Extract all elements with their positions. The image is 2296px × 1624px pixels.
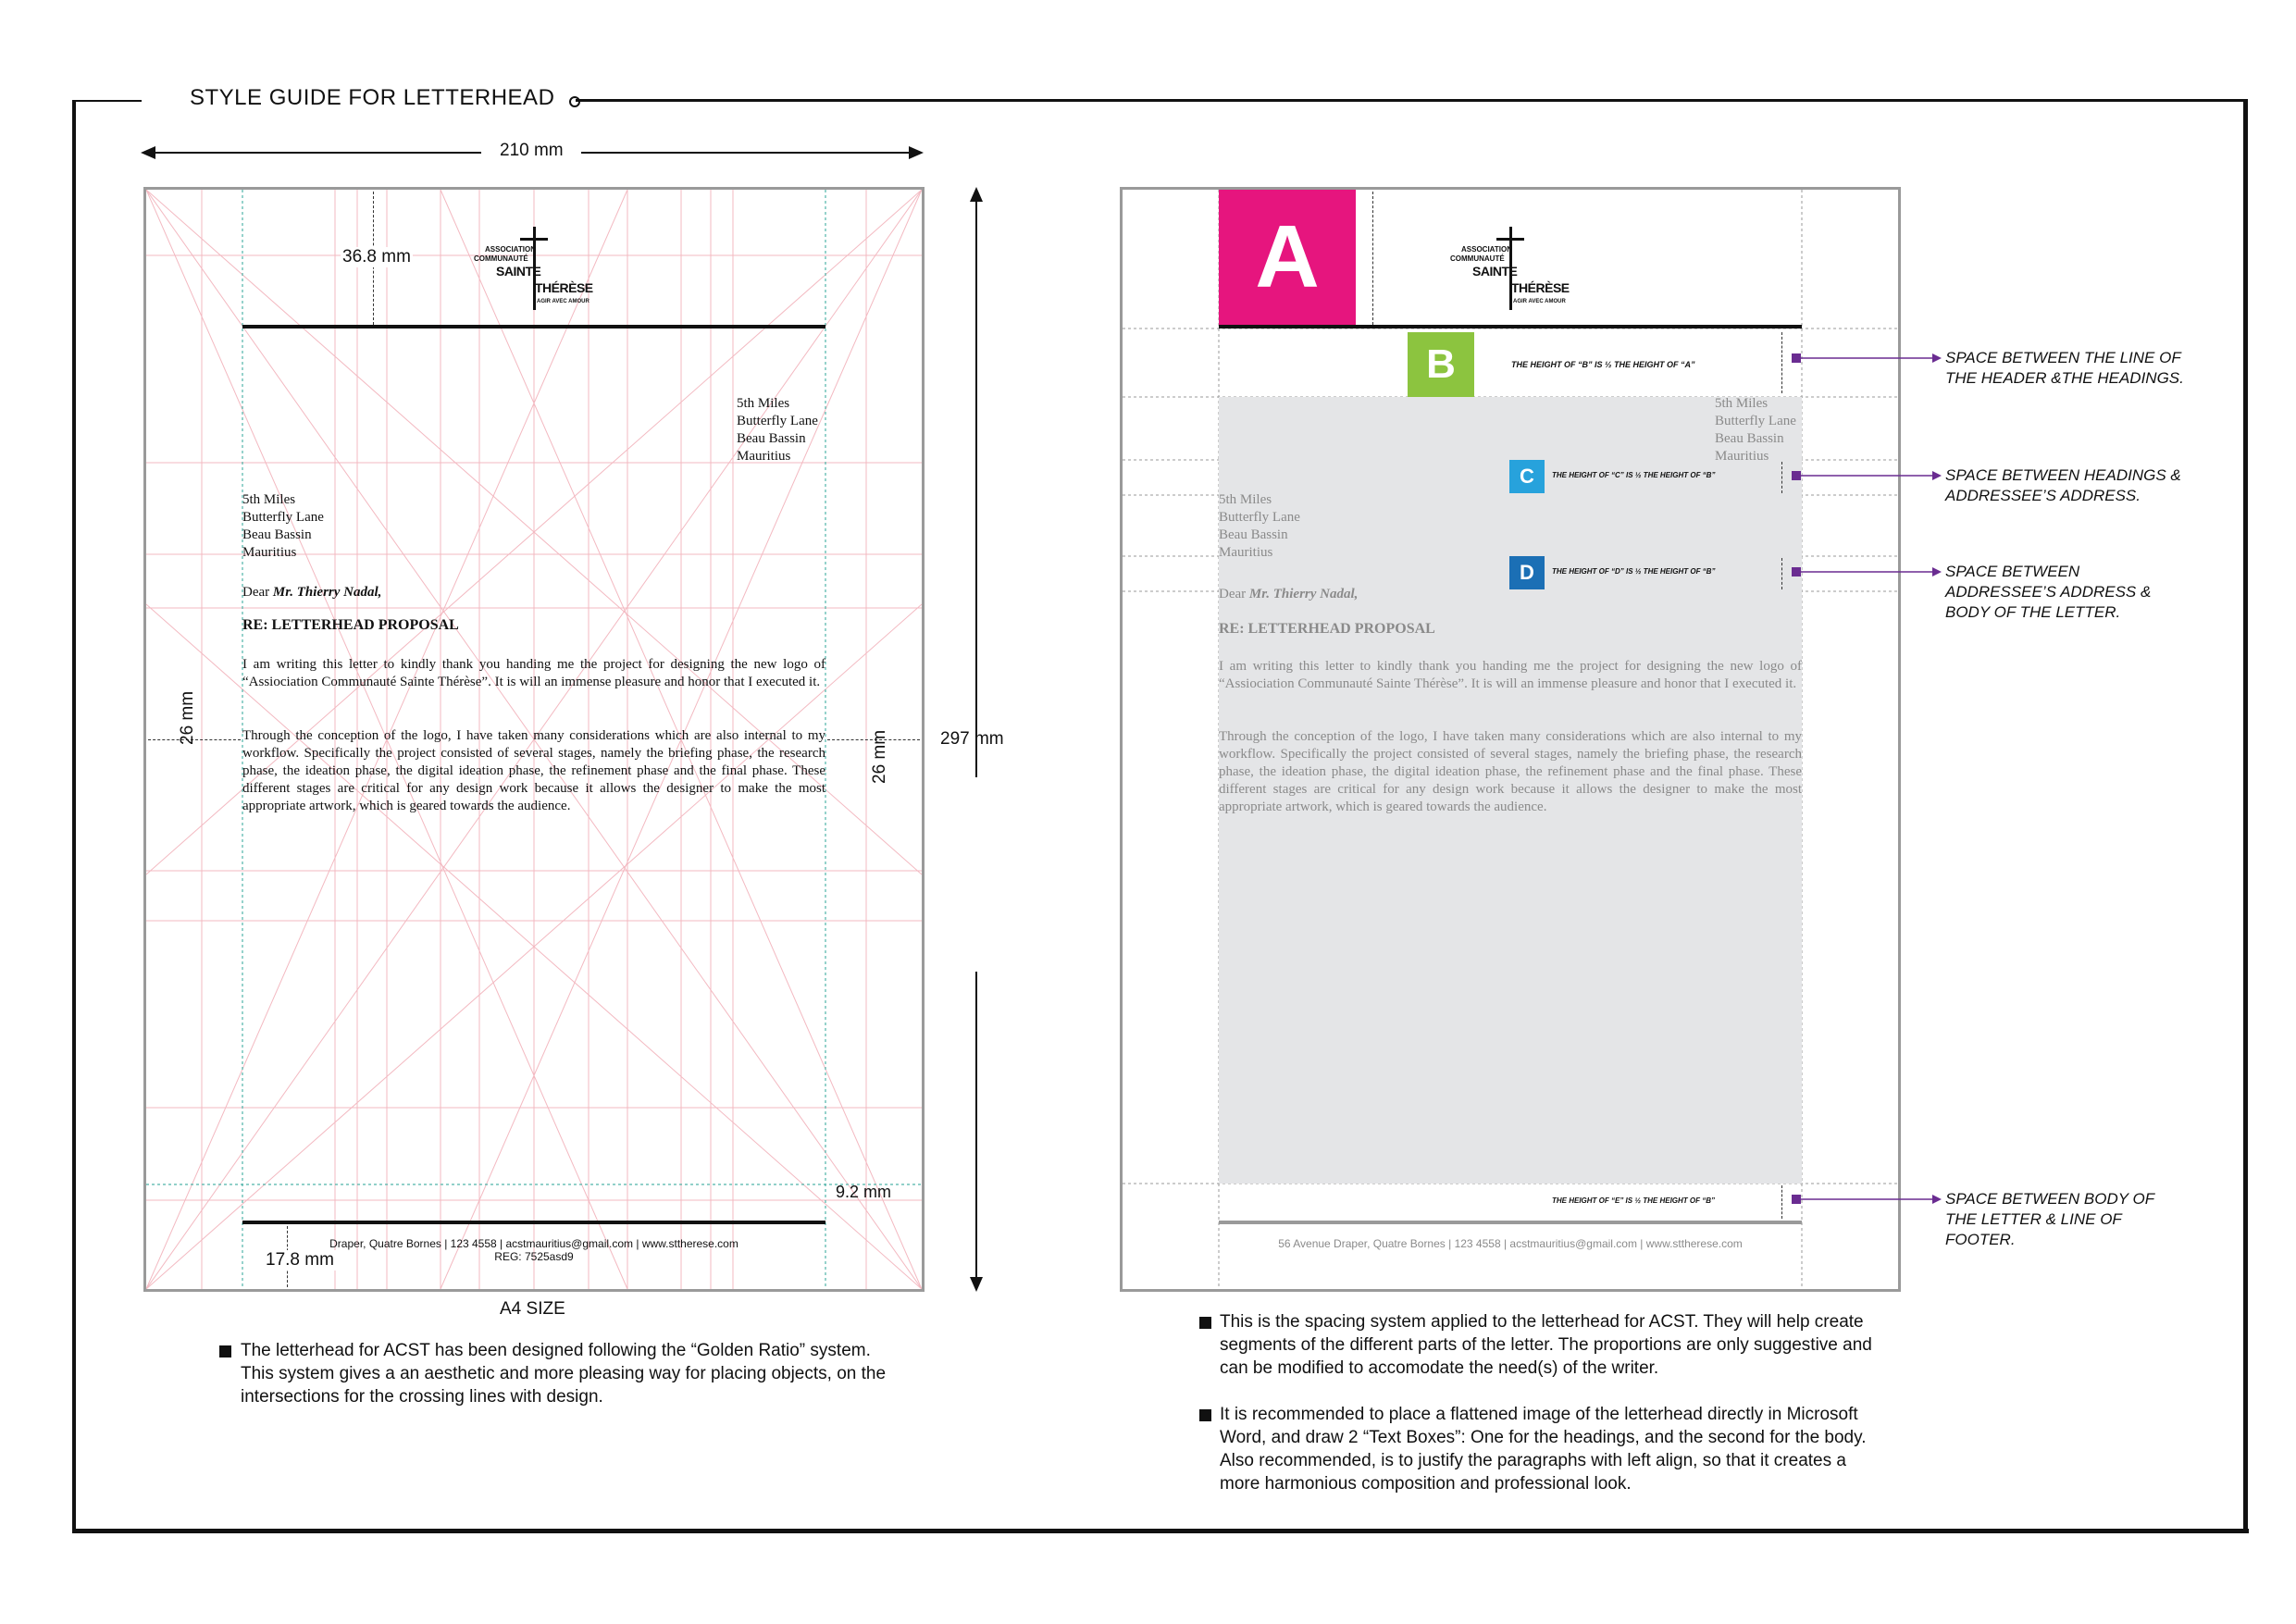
logo-line2: COMMUNAUTÉ — [1450, 254, 1505, 263]
footer-contact-line: 56 Avenue Draper, Quatre Bornes | 123 4558 | acstmauritius@gmail.com | www.sttherese.com — [1278, 1237, 1743, 1250]
letter-paragraph-1: I am writing this letter to kindly thank you handing me the project for designing the new logo of “Assiociation Communauté Sainte Thérèse”. It is will an immense pleasure and honor that I executed it. — [1219, 659, 1802, 691]
sender-address-line: 5th Miles — [737, 396, 790, 411]
logo-cross-bar — [520, 238, 548, 241]
sender-address-line: Butterfly Lane — [1715, 414, 1796, 428]
letter-paragraph-2: Through the conception of the logo, I have taken many considerations which are also internal to my workflow. Specifically the project consisted of several stages, namely the briefing phase, the research phase, the ideation phase, the digital ideation phase, the refinement phase and the final phase. These different stages are critical for any design work because it allows the designer to make the most appropriate artwork, which is geared towards the audience. — [1219, 729, 1802, 814]
frame-left-edge — [72, 100, 76, 1532]
page-title: STYLE GUIDE FOR LETTERHEAD — [190, 85, 555, 110]
bullet-icon — [1199, 1317, 1211, 1329]
right-margin-label: 26 mm — [870, 729, 889, 784]
badge-b-letter: B — [1426, 341, 1456, 387]
logo-line4: THÉRÈSE — [535, 280, 593, 295]
recipient-address-line: Mauritius — [1219, 545, 1273, 560]
note-b: THE HEIGHT OF “B” IS ½ THE HEIGHT OF “A” — [1511, 360, 1695, 369]
acst-logo — [1452, 227, 1591, 319]
recipient-address-line: 5th Miles — [242, 492, 296, 507]
spacing-badge-c — [1509, 460, 1545, 493]
recommendation-caption: It is recommended to place a flattened image of the letterhead directly in Microsoft Word, and draw 2 “Text Boxes”: One for the headings, and the second for the body. Also recommended, is to justify the paragraphs with left align, so that it creates a more harmonious composition and professional look. — [1220, 1405, 1867, 1494]
letter-subject: RE: LETTERHEAD PROPOSAL — [242, 617, 459, 633]
spacing-system-caption: This is the spacing system applied to the letterhead for ACST. They will help create segments of the different parts of the letter. The proportions are only suggestive and can be modified to accomodate the need(s) of the writer. — [1220, 1312, 1872, 1378]
marker-icon — [1792, 1195, 1801, 1204]
footer-contact — [1219, 1237, 1802, 1250]
footer-height-label: 17.8 mm — [263, 1250, 337, 1271]
frame-right-edge — [2243, 100, 2248, 1532]
footer-contact — [242, 1237, 825, 1263]
width-label: 210 mm — [500, 141, 564, 160]
height-c-dimension — [1781, 462, 1783, 493]
spacing-badge-d — [1509, 556, 1545, 589]
bullet-icon — [219, 1345, 231, 1357]
spacing-badge-a — [1219, 190, 1356, 325]
salutation-name: Mr. Thierry Nadal, — [1248, 587, 1359, 601]
badge-c-letter: C — [1520, 465, 1534, 488]
salutation — [1219, 586, 1358, 603]
annotation-body-footer: SPACE BETWEEN BODY OF THE LETTER & LINE OF FOOTER. — [1945, 1190, 2154, 1248]
logo-line2: COMMUNAUTÉ — [474, 254, 528, 263]
logo-line1: ASSOCIATION — [1461, 245, 1512, 254]
recipient-address — [242, 491, 324, 562]
recipient-address-line: 5th Miles — [1219, 492, 1272, 507]
sender-address-line: Mauritius — [737, 449, 791, 464]
top-margin-label: 36.8 mm — [342, 247, 411, 267]
note-c: THE HEIGHT OF “C” IS ½ THE HEIGHT OF “B” — [1552, 471, 1716, 479]
acst-logo — [476, 227, 614, 319]
sender-address-line: 5th Miles — [1715, 396, 1769, 411]
bullet-icon — [1199, 1409, 1211, 1421]
sender-address-line: Beau Bassin — [1715, 431, 1784, 446]
badge-d-letter: D — [1520, 561, 1534, 584]
logo-line1: ASSOCIATION — [485, 245, 536, 254]
salutation-prefix: Dear — [1219, 587, 1247, 601]
logo-tagline: AGIR AVEC AMOUR — [537, 299, 590, 304]
badge-a-letter: A — [1255, 207, 1320, 306]
frame-bottom-edge — [72, 1529, 2249, 1533]
spacing-badge-b — [1408, 332, 1474, 397]
note-d: THE HEIGHT OF “D” IS ½ THE HEIGHT OF “B” — [1552, 567, 1716, 576]
title-dot-icon — [569, 96, 580, 107]
marker-icon — [1792, 353, 1801, 363]
recipient-address-line: Beau Bassin — [1219, 527, 1288, 542]
sender-address-line: Butterfly Lane — [737, 414, 818, 428]
logo-line3: SAINTE — [1472, 264, 1518, 279]
note-e: THE HEIGHT OF “E” IS ½ THE HEIGHT OF “B” — [1552, 1196, 1716, 1205]
salutation-name: Mr. Thierry Nadal, — [272, 585, 382, 600]
logo-cross-bar — [1496, 238, 1524, 241]
frame-top-edge — [72, 100, 142, 102]
letter-subject: RE: LETTERHEAD PROPOSAL — [1219, 621, 1435, 637]
logo-tagline: AGIR AVEC AMOUR — [1513, 299, 1566, 304]
recipient-address-line: Butterfly Lane — [242, 510, 324, 525]
footer-contact-line: Draper, Quatre Bornes | 123 4558 | acstmauritius@gmail.com | www.sttherese.com — [329, 1237, 738, 1250]
frame-top-edge — [576, 99, 2248, 102]
height-e-dimension — [1781, 1185, 1783, 1219]
spacing-system-page — [1120, 187, 1901, 1292]
salutation-prefix: Dear — [242, 585, 270, 600]
golden-ratio-caption: The letterhead for ACST has been designed following the “Golden Ratio” system. This system gives a an aesthetic and more pleasing way for placing objects, on the intersections for the crossing lines with design. — [241, 1341, 887, 1407]
sender-address-line: Mauritius — [1715, 449, 1769, 464]
annotation-address-body: SPACE BETWEEN ADDRESSEE’S ADDRESS & BODY OF THE LETTER. — [1945, 563, 2152, 621]
recipient-address-line: Mauritius — [242, 545, 297, 560]
recipient-address — [1219, 491, 1300, 562]
sender-address-line: Beau Bassin — [737, 431, 806, 446]
salutation — [242, 584, 381, 601]
annotation-connectors — [1786, 342, 1971, 1231]
sender-address — [737, 395, 818, 465]
sender-address — [1715, 395, 1796, 465]
recipient-address-line: Beau Bassin — [242, 527, 312, 542]
height-a-dimension — [1372, 192, 1374, 325]
a4-size-label: A4 SIZE — [500, 1299, 565, 1319]
recipient-address-line: Butterfly Lane — [1219, 510, 1300, 525]
logo-line3: SAINTE — [496, 264, 541, 279]
left-margin-label: 26 mm — [178, 690, 197, 745]
letter-paragraph-2: Through the conception of the logo, I have taken many considerations which are also internal to my workflow. Specifically the project consisted of several stages, namely the briefing phase, the research phase, the ideation phase, the digital ideation phase, the refinement phase and the final phase. These different stages are critical for any design work because it allows the designer to make the most appropriate artwork, which is geared towards the audience. — [242, 728, 825, 813]
height-b-dimension — [1781, 332, 1783, 393]
logo-line4: THÉRÈSE — [1511, 280, 1570, 295]
annotation-headings-address: SPACE BETWEEN HEADINGS & ADDRESSEE’S ADDRESS. — [1945, 466, 2181, 504]
height-label: 297 mm — [940, 729, 1004, 749]
annotation-header-headings: SPACE BETWEEN THE LINE OF THE HEADER &THE HEADINGS. — [1945, 349, 2184, 387]
marker-icon — [1792, 471, 1801, 480]
footer-gap-label: 9.2 mm — [836, 1183, 892, 1201]
letter-paragraph-1: I am writing this letter to kindly thank you handing me the project for designing the new logo of “Assiociation Communauté Sainte Thérèse”. It is will an immense pleasure and honor that I executed it. — [242, 657, 825, 689]
footer-reg-line: REG: 7525asd9 — [494, 1250, 574, 1263]
marker-icon — [1792, 567, 1801, 576]
letterhead-grid-page — [143, 187, 925, 1292]
height-d-dimension — [1781, 558, 1783, 589]
